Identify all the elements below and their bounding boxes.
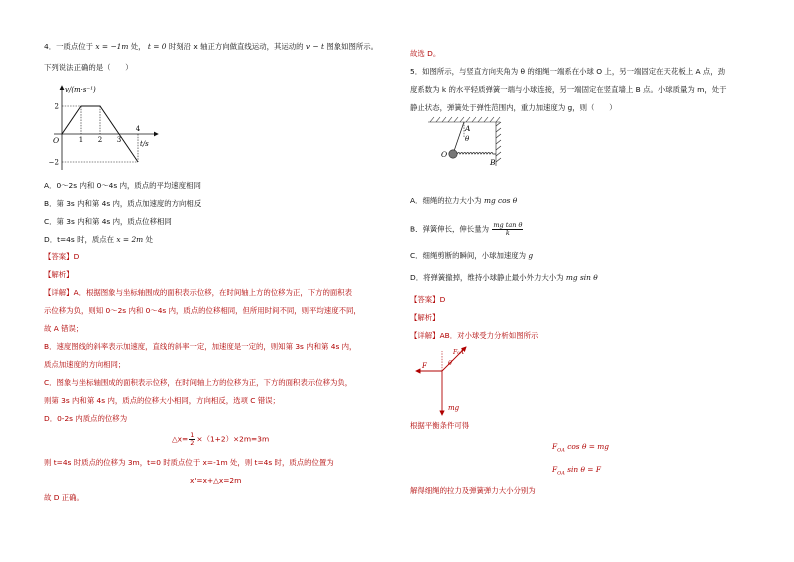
- vt-graph-tick-x: 3: [116, 136, 122, 144]
- q5-option-a-text: A．细绳的拉力大小为: [410, 196, 482, 205]
- vt-graph: [44, 82, 164, 174]
- q5-option-b-denominator: k: [505, 229, 510, 237]
- label-B: B: [490, 158, 496, 167]
- eq1-denominator: 2: [190, 439, 195, 447]
- q5-equation-2: [552, 465, 601, 478]
- label-gravity: mg: [448, 404, 460, 412]
- label-theta: θ: [448, 359, 452, 367]
- eq1-part: △x=: [172, 434, 189, 444]
- q5-answer: 【答案】D: [410, 295, 446, 304]
- q4-detail-line: C．图象与坐标轴围成的面积表示位移，在时间轴上方的位移为正，下方的面积表示位移为负，: [44, 378, 353, 387]
- q4-detail-line: 故 A 错误；: [44, 324, 84, 333]
- q4-conclusion: 故 D 正确。: [44, 493, 84, 502]
- rope: [453, 122, 464, 154]
- q5-equation-1: [552, 442, 609, 455]
- q5-figure: [426, 116, 508, 168]
- q4-stem-math-t: t = 0: [147, 42, 167, 51]
- q4-stem-math-vt: v − t: [305, 42, 324, 51]
- q5-option-c: [410, 251, 533, 261]
- q5-option-b-numerator: mg tan θ: [493, 221, 523, 229]
- vt-graph-tick-x: 1: [78, 136, 84, 144]
- q5-stem-line: 静止状态，弹簧处于弹性范围内，重力加速度为 g，则（ ）: [410, 103, 617, 112]
- q5-option-c-text: C．细绳剪断的瞬间，小球加速度为: [410, 251, 527, 260]
- q5-option-a-math: mg cos θ: [483, 196, 518, 205]
- q4-detail-line: 【详解】A．根据图象与坐标轴围成的面积表示位移，在时间轴上方的位移为正，下方的面积表: [44, 288, 353, 297]
- eq1-fraction: [189, 432, 195, 447]
- q5-option-d-text: D．将弹簧撤掉，维持小球静止最小外力大小为: [410, 273, 564, 282]
- q4-detail-line: 质点加速度的方向相同；: [44, 360, 126, 369]
- eq-b-subscript: OA: [557, 470, 565, 477]
- q4-detail-line: 则 t=4s 时质点的位移为 3m，t=0 时质点位于 x=-1m 处，则 t=4s 时，质点的位置为: [44, 458, 334, 467]
- eq-b-rest: sin θ = F: [564, 465, 601, 474]
- eq1-numerator: 1: [190, 431, 195, 439]
- q5-option-b-text: B．弹簧伸长，伸长量为: [410, 224, 489, 234]
- q4-stem-math-x: x = −1m: [95, 42, 129, 51]
- wall-hatch: [496, 122, 501, 166]
- q4-detail-line: D．0-2s 内质点的位移为: [44, 414, 128, 423]
- label-theta: θ: [465, 135, 470, 143]
- spring: [457, 153, 496, 155]
- eq-b-symbol: F: [552, 465, 558, 474]
- q5-option-b-fraction: [492, 222, 523, 237]
- q5-analysis-label: 【解析】: [410, 313, 440, 322]
- vt-graph-tick-y: −2: [48, 158, 59, 167]
- q5-option-b: [410, 222, 524, 237]
- q4-answer: 【答案】D: [44, 252, 80, 261]
- q4-option-d-text: 处: [145, 235, 153, 244]
- q5-final-line: 解得细绳的拉力及弹簧弹力大小分别为: [410, 486, 536, 495]
- q4-stem-text: 4．一质点位于: [44, 42, 94, 51]
- q5-balance-intro: 根据平衡条件可得: [410, 421, 470, 430]
- q5-option-d-math: mg sin θ: [565, 273, 598, 282]
- ceiling-hatch: [428, 117, 500, 122]
- vt-graph-tick-x: 4: [135, 125, 141, 133]
- vt-graph-xlabel: t/s: [140, 140, 149, 148]
- q5-option-d: [410, 273, 598, 283]
- q4-stem-text: 时刻沿 x 轴正方向做直线运动，其运动的: [168, 42, 304, 51]
- label-A: A: [465, 124, 471, 133]
- prev-conclusion: 故选 D。: [410, 49, 441, 58]
- q4-equation-2: x'=x+△x=2m: [190, 476, 242, 485]
- eq-a-rest: cos θ = mg: [564, 442, 610, 451]
- q4-analysis-label: 【解析】: [44, 270, 74, 279]
- q4-option-d-math: x = 2m: [116, 235, 144, 244]
- q5-option-c-math: g: [528, 251, 534, 260]
- label-tension: F₀A: [453, 349, 464, 356]
- q4-stem-line1: [44, 42, 378, 52]
- q5-option-a: [410, 196, 517, 206]
- q5-stem-line: 5．如图所示，与竖直方向夹角为 θ 的细绳一端系在小球 O 上，另一端固定在天花板上 A 点，劲: [410, 67, 726, 76]
- q4-detail-line: B．速度图线的斜率表示加速度，直线的斜率一定，加速度是一定的，则知第 3s 内和第 4s 内，: [44, 342, 357, 351]
- q4-option-c: C．第 3s 内和第 4s 内，质点位移相同: [44, 217, 172, 226]
- vt-graph-origin: O: [53, 136, 60, 145]
- q4-detail-line: 则第 3s 内和第 4s 内，质点的位移大小相同，方向相反，选项 C 错误；: [44, 396, 280, 405]
- q4-equation-1: [172, 432, 269, 447]
- q4-option-a: A．0～2s 内和 0～4s 内，质点的平均速度相同: [44, 181, 201, 190]
- q4-stem-text: 处，: [130, 42, 146, 51]
- vt-graph-ylabel: v/(m·s⁻¹): [65, 86, 96, 94]
- q4-option-d-text: D．t=4s 时，质点在: [44, 235, 115, 244]
- label-spring-force: F: [422, 362, 427, 370]
- q4-option-b: B．第 3s 内和第 4s 内，质点加速度的方向相反: [44, 199, 202, 208]
- ball: [449, 150, 457, 158]
- q5-detail-line: 【详解】AB．对小球受力分析如图所示: [410, 331, 539, 340]
- q4-stem-line2: 下列说法正确的是（ ）: [44, 63, 133, 72]
- q4-stem-text: 图象如图所示。: [326, 42, 379, 51]
- eq-a-subscript: OA: [557, 447, 565, 454]
- eq-a-symbol: F: [552, 442, 558, 451]
- eq1-part: ×（1+2）×2m=3m: [196, 434, 270, 444]
- q4-detail-line: 示位移为负，则知 0～2s 内和 0～4s 内，质点的位移相同，但所用时间不同，则平均速度不同，: [44, 306, 361, 315]
- vt-graph-tick-x: 2: [97, 136, 103, 144]
- q5-stem-line: 度系数为 k 的水平轻质弹簧一端与小球连接，另一端固定在竖直墙上 B 点。小球质量为 m，处于: [410, 85, 727, 94]
- force-diagram: [410, 343, 500, 421]
- vt-graph-tick-y: 2: [54, 102, 59, 111]
- label-O: O: [441, 150, 448, 159]
- q4-option-d: [44, 235, 153, 245]
